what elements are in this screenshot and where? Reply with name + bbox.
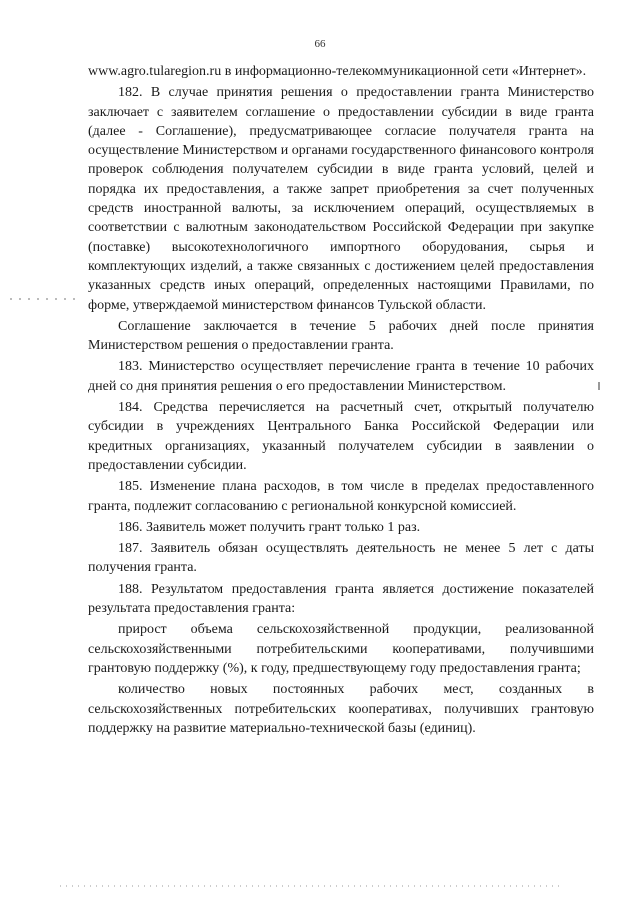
paragraph-agreement-term: Соглашение заключается в течение 5 рабочих дней после принятия Министерством решения о предоставлении гранта. [88,318,594,354]
paragraph-indicator-growth: прирост объема сельскохозяйственной продукции, реализованной сельскохозяйственными потребительскими кооперативами, получившими грантовую поддержку (%), к году, предшествующему году предоставления гранта; [88,622,594,676]
paragraph-website-reference: www.agro.tularegion.ru в информационно-телекоммуникационной сети «Интернет». [88,64,587,79]
paragraph-186: 186. Заявитель может получить грант только 1 раз. [118,519,421,535]
scan-artifact-left [10,298,80,300]
paragraph-indicator-jobs: количество новых постоянных рабочих мест, созданных в сельскохозяйственных потребительских кооперативах, получивших грантовую поддержку на развитие материально-технической базы (единиц). [88,682,594,736]
page-number: 66 [314,38,326,50]
paragraph-188: 188. Результатом предоставления гранта является достижение показателей результата предоставления гранта: [88,581,594,617]
paragraph-187: 187. Заявитель обязан осуществлять деятельность не менее 5 лет с даты получения гранта. [88,541,594,576]
scan-artifact-right [598,382,600,390]
scan-artifact-footer [60,885,560,887]
paragraph-184: 184. Средства перечисляется на расчетный счет, открытый получателю субсидии в учреждениях Центрального Банка Российской Федерации или кредитных организациях, указанный получателем субсидии в заявлении о предоставлении субсидии. [88,400,594,473]
paragraph-185: 185. Изменение плана расходов, в том числе в пределах предоставленного гранта, подлежит согласованию с региональной конкурсной комиссией. [88,479,594,514]
paragraph-182: 182. В случае принятия решения о предоставлении гранта Министерство заключает с заявителем соглашение о предоставлении субсидии в виде гранта (далее - Соглашение), предусматривающее согласие получателя гранта на осуществление Министерством и органами государственного финансового контроля проверок соблюдения получателем субсидии в виде гранта условий, целей и порядка их предоставления, а также запрет приобретения за счет полученных средств иностранной валюты, за исключением операций, осуществляемых в соответствии с валютным законодательством Российской Федерации при закупке (поставке) высокотехнологичного импортного оборудования, сырья и комплектующих изделий, а также связанных с достижением целей предоставления указанных средств иных операций, определенных настоящими Правилами, по форме, утверждаемой министерством финансов Тульской области. [88,85,594,313]
document-body [88,62,594,740]
paragraph-183: 183. Министерство осуществляет перечисление гранта в течение 10 рабочих дней со дня принятия решения о его предоставлении Министерством. [88,359,594,394]
